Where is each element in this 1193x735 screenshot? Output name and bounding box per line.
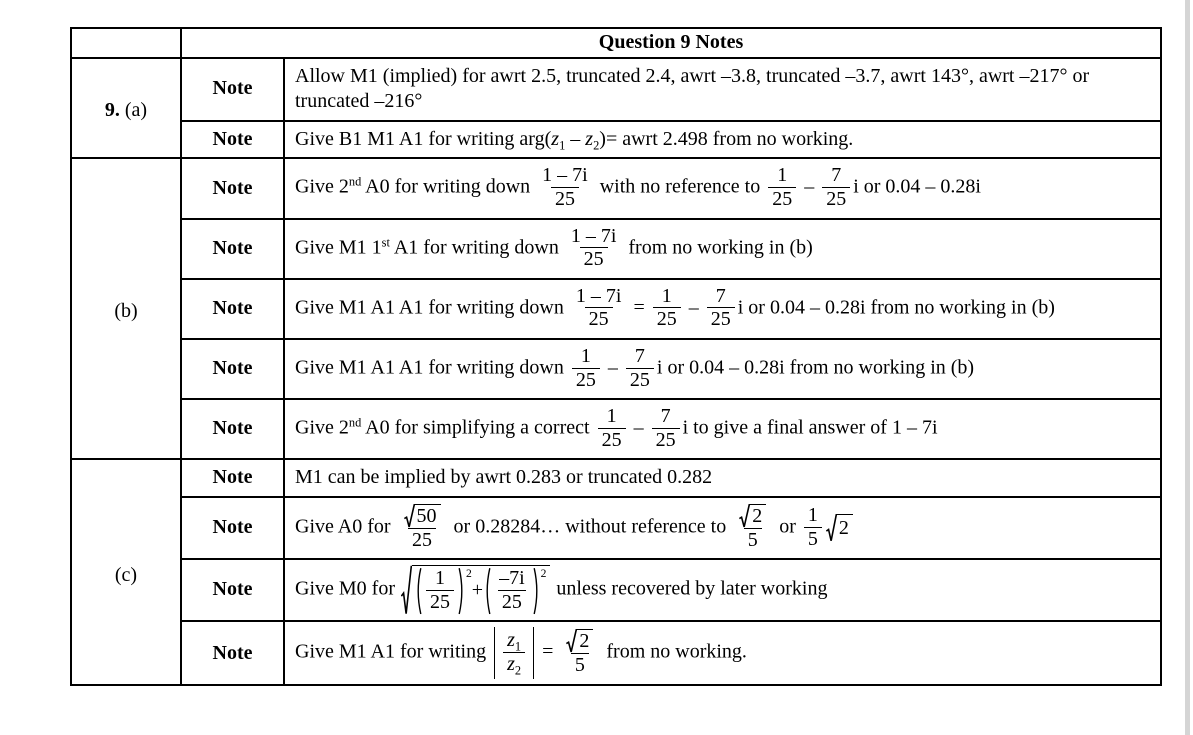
text-run: 1 – 7i (575, 284, 622, 307)
text-run: or (774, 515, 801, 538)
note-row (71, 459, 1161, 497)
text-run: – (799, 176, 820, 199)
radical-icon (404, 504, 415, 528)
fraction-numerator (572, 286, 626, 308)
text-run: Give M1 A1 A1 for writing down (295, 356, 569, 379)
text-run: 25 (629, 368, 650, 391)
text-run: 2 (752, 504, 763, 527)
text-run: + (471, 579, 484, 602)
fraction (653, 286, 681, 332)
superscript: st (381, 234, 390, 249)
text-run: 5 (747, 528, 758, 551)
text-run: 25 (826, 187, 847, 210)
text-run: 5 (574, 653, 585, 676)
text-run: 25 (429, 590, 450, 613)
note-tag: Note (181, 158, 284, 218)
text-run: 1 (807, 503, 818, 526)
text-run: i or 0.04 – 0.28i from no working in (b) (737, 296, 1055, 319)
italic-variable: z (507, 652, 515, 675)
fraction (495, 568, 529, 614)
fraction-denominator (626, 368, 654, 393)
paren-body (491, 567, 533, 615)
text-run: 50 (416, 504, 437, 527)
fraction-denominator (652, 428, 680, 453)
sqrt-expression (566, 629, 593, 653)
text-run: 25 (501, 590, 522, 613)
text-run: A1 for writing down (389, 236, 564, 259)
italic-variable: z (551, 127, 560, 150)
text-run: M1 can be implied by awrt 0.283 or truncated 0.282 (295, 466, 713, 489)
text-run: 2 (838, 517, 849, 540)
text-run: 1 (606, 405, 617, 428)
fraction (804, 505, 822, 551)
text-run: i or 0.04 – 0.28i (853, 176, 981, 199)
text-run: = (537, 640, 559, 663)
text-run: 7 (831, 164, 842, 187)
text-run: 25 (656, 308, 677, 331)
fraction-denominator (822, 187, 850, 212)
open-paren-icon (483, 567, 491, 615)
text-run: Allow M1 (implied) for awrt 2.5, truncated 2.4, awrt –3.8, truncated –3.7, awrt 143°, awrt –217° or truncated –216° (295, 64, 1090, 113)
text-run: Give A0 for (295, 515, 396, 538)
note-row (71, 559, 1161, 621)
text-run: )= awrt 2.498 from no working. (599, 127, 854, 150)
fraction-numerator (827, 165, 845, 187)
sqrt-radicand (577, 629, 593, 653)
bold-text: 9. (104, 99, 120, 122)
text-run: – (602, 356, 623, 379)
superscript: nd (348, 415, 362, 430)
fraction-numerator (567, 226, 621, 248)
text-run: with no reference to (594, 176, 766, 199)
fraction (572, 346, 600, 392)
fraction-numerator (712, 286, 730, 308)
note-text (284, 158, 1161, 218)
fraction-denominator (572, 368, 600, 393)
open-paren-icon (414, 567, 422, 615)
text-run: 1 (580, 344, 591, 367)
note-text (284, 121, 1161, 159)
fraction-denominator (408, 528, 436, 553)
close-paren-icon (458, 567, 466, 615)
fraction-denominator (503, 652, 525, 677)
fraction (567, 226, 621, 272)
subscript: 2 (593, 138, 600, 153)
page-edge-strip (1185, 0, 1190, 735)
fraction-denominator (571, 653, 589, 678)
note-text (284, 339, 1161, 399)
note-tag: Note (181, 279, 284, 339)
text-run: 2 (579, 630, 590, 653)
text-run: 25 (710, 308, 731, 331)
fraction-numerator (658, 286, 676, 308)
text-run: 1 – 7i (570, 224, 617, 247)
text-run: or 0.28284… without reference to (448, 515, 732, 538)
note-tag: Note (181, 459, 284, 497)
text-run: –7i (499, 567, 525, 590)
note-text (284, 621, 1161, 685)
fraction-numerator (657, 406, 675, 428)
sqrt-expression (739, 504, 766, 528)
parenthesized-group (483, 567, 541, 615)
fraction-denominator (804, 527, 822, 552)
text-run: 25 (772, 187, 793, 210)
text-run: from no working. (601, 640, 747, 663)
note-row (71, 279, 1161, 339)
text-run: Give M1 A1 A1 for writing down (295, 296, 569, 319)
fraction-denominator (426, 590, 454, 615)
part-label (71, 459, 181, 685)
text-run: – (565, 127, 586, 150)
fraction-numerator (577, 346, 595, 368)
fraction (399, 504, 446, 552)
subscript: 1 (514, 639, 522, 654)
fraction-numerator (495, 568, 529, 590)
fraction (572, 286, 626, 332)
note-row (71, 121, 1161, 159)
sqrt-radicand (837, 514, 853, 542)
fraction-numerator (561, 629, 598, 653)
sqrt-expression (826, 514, 853, 542)
part-label (71, 58, 181, 159)
subscript: 1 (559, 138, 566, 153)
fraction-numerator (631, 346, 649, 368)
subscript: 2 (514, 663, 522, 678)
sqrt-radicand (415, 504, 441, 528)
header-empty-cell (71, 28, 181, 58)
text-run: Give M1 1 (295, 236, 382, 259)
sqrt-radicand (412, 565, 550, 615)
radical-icon (401, 565, 412, 615)
fraction-denominator (653, 307, 681, 332)
note-row (71, 58, 1161, 121)
fraction-numerator (399, 504, 446, 528)
text-run: Give 2 (295, 416, 349, 439)
fraction (561, 629, 598, 677)
text-run: 25 (575, 368, 596, 391)
text-run: 7 (715, 284, 726, 307)
text-run: 1 (661, 284, 672, 307)
note-tag: Note (181, 219, 284, 279)
fraction (707, 286, 735, 332)
text-run: 25 (655, 428, 676, 451)
note-text (284, 219, 1161, 279)
note-text (284, 58, 1161, 121)
part-label (71, 158, 181, 459)
text-run: i or 0.04 – 0.28i from no working in (b) (656, 356, 975, 379)
note-tag: Note (181, 58, 284, 121)
text-run: 25 (554, 187, 575, 210)
text-run: = (628, 296, 650, 319)
fraction-denominator (744, 528, 762, 553)
note-tag: Note (181, 559, 284, 621)
radical-icon (739, 504, 750, 528)
text-run: A0 for writing down (361, 176, 536, 199)
text-run: Give M0 for (295, 577, 400, 600)
close-paren-icon (533, 567, 541, 615)
fraction-numerator (734, 504, 771, 528)
text-run: 25 (412, 528, 433, 551)
superscript: 2 (465, 567, 472, 581)
table-title: Question 9 Notes (181, 28, 1161, 58)
note-text (284, 459, 1161, 497)
text-run: – (683, 296, 704, 319)
note-tag: Note (181, 339, 284, 399)
fraction-numerator (538, 165, 592, 187)
fraction (734, 504, 771, 552)
fraction (538, 165, 592, 211)
fraction-denominator (768, 187, 796, 212)
italic-variable: z (585, 127, 594, 150)
note-row (71, 399, 1161, 459)
text-run: Give 2 (295, 176, 349, 199)
fraction-denominator (598, 428, 626, 453)
text-run: 25 (583, 248, 604, 271)
note-row (71, 158, 1161, 218)
note-tag: Note (181, 399, 284, 459)
text-run: 5 (807, 527, 818, 550)
note-text (284, 399, 1161, 459)
text-run: unless recovered by later working (551, 577, 828, 600)
fraction-denominator (498, 590, 526, 615)
note-row (71, 497, 1161, 559)
sqrt-radicand (750, 504, 766, 528)
text-run: (a) (119, 99, 148, 122)
text-run: from no working in (b) (623, 236, 813, 259)
text-run: Give B1 M1 A1 for writing arg( (295, 127, 552, 150)
note-row (71, 621, 1161, 685)
text-run: 25 (601, 428, 622, 451)
note-text (284, 279, 1161, 339)
superscript: 2 (540, 567, 547, 581)
fraction-numerator (431, 568, 449, 590)
text-run: i to give a final answer of 1 – 7i (682, 416, 938, 439)
text-run: 1 – 7i (542, 164, 588, 187)
fraction-denominator (551, 187, 579, 212)
note-tag: Note (181, 621, 284, 685)
text-run: 7 (660, 405, 671, 428)
header-row (71, 28, 1161, 58)
text-run: Give M1 A1 for writing (295, 640, 492, 663)
fraction (426, 568, 454, 614)
question-notes-table (70, 27, 1162, 686)
fraction (503, 630, 525, 676)
parenthesized-group (414, 567, 466, 615)
absolute-value-body (494, 627, 534, 679)
fraction (768, 165, 796, 211)
fraction-denominator (707, 307, 735, 332)
radical-icon (826, 514, 837, 542)
text-run: – (628, 416, 649, 439)
note-tag: Note (181, 121, 284, 159)
note-text (284, 497, 1161, 559)
text-run: 1 (777, 164, 788, 187)
text-run: 7 (634, 344, 645, 367)
radical-icon (566, 629, 577, 653)
text-run: 1 (434, 567, 445, 590)
superscript: nd (348, 174, 362, 189)
fraction (652, 406, 680, 452)
paren-body (422, 567, 458, 615)
fraction-numerator (804, 505, 822, 527)
fraction-denominator (585, 307, 613, 332)
absolute-value (494, 627, 534, 679)
fraction-numerator (773, 165, 791, 187)
text-run: A0 for simplifying a correct (361, 416, 595, 439)
fraction (822, 165, 850, 211)
sqrt-expression (404, 504, 441, 528)
note-row (71, 339, 1161, 399)
fraction-numerator (603, 406, 621, 428)
text-run: (c) (114, 563, 138, 586)
italic-variable: z (507, 629, 515, 652)
fraction-denominator (580, 247, 608, 272)
fraction-numerator (503, 630, 525, 652)
note-text (284, 559, 1161, 621)
text-run: 25 (588, 308, 609, 331)
note-row (71, 219, 1161, 279)
sqrt-expression (401, 565, 550, 615)
fraction (626, 346, 654, 392)
note-tag: Note (181, 497, 284, 559)
text-run: (b) (114, 300, 138, 323)
fraction (598, 406, 626, 452)
